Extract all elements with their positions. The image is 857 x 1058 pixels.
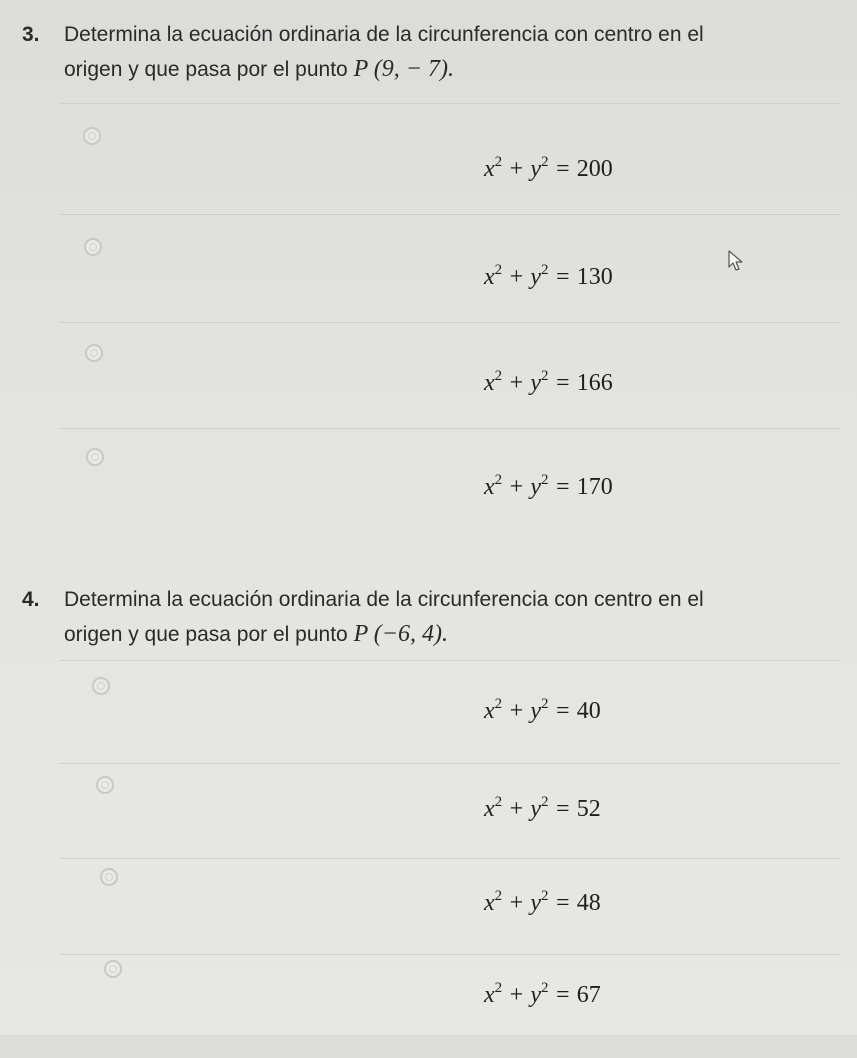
divider	[60, 858, 840, 859]
equation: $x^2 + y^2 = 52$	[484, 794, 601, 822]
radio-button[interactable]	[104, 960, 122, 978]
question-text-line2: origen y que pasa por el punto	[64, 58, 348, 81]
equation: $x^2 + y^2 = 48$	[484, 888, 601, 916]
option-3a[interactable]	[0, 110, 857, 210]
equation: $x^2 + y^2 = 170$	[484, 472, 613, 500]
radio-button[interactable]	[96, 776, 114, 794]
question-text-line2: origen y que pasa por el punto	[64, 623, 348, 646]
mouse-cursor-icon	[727, 250, 747, 272]
divider	[60, 214, 840, 215]
option-3d[interactable]	[0, 436, 857, 536]
option-4d[interactable]	[0, 958, 857, 1058]
option-4b[interactable]	[0, 770, 857, 870]
question-number: 4.	[22, 588, 40, 611]
point-label: P (−6, 4).	[353, 621, 448, 647]
radio-button[interactable]	[85, 344, 103, 362]
option-4c[interactable]	[0, 864, 857, 964]
equation: $x^2 + y^2 = 40$	[484, 696, 601, 724]
divider	[60, 428, 840, 429]
divider	[60, 660, 840, 661]
option-3b[interactable]	[0, 222, 857, 322]
question-text-line1: Determina la ecuación ordinaria de la circunferencia con centro en el	[64, 23, 704, 46]
equation: $x^2 + y^2 = 166$	[484, 368, 613, 396]
divider	[60, 322, 840, 323]
point-label: P (9, − 7).	[353, 56, 454, 82]
question-4-prompt	[22, 583, 822, 652]
divider	[60, 763, 840, 764]
equation: $x^2 + y^2 = 200$	[484, 154, 613, 182]
divider	[60, 954, 840, 955]
question-3-prompt	[22, 18, 822, 87]
question-text-line1: Determina la ecuación ordinaria de la circunferencia con centro en el	[64, 588, 704, 611]
radio-button[interactable]	[83, 127, 101, 145]
equation: $x^2 + y^2 = 67$	[484, 980, 601, 1008]
radio-button[interactable]	[92, 677, 110, 695]
question-number: 3.	[22, 23, 40, 46]
option-3c[interactable]	[0, 330, 857, 430]
option-4a[interactable]	[0, 668, 857, 768]
radio-button[interactable]	[86, 448, 104, 466]
radio-button[interactable]	[84, 238, 102, 256]
equation: $x^2 + y^2 = 130$	[484, 262, 613, 290]
radio-button[interactable]	[100, 868, 118, 886]
divider	[60, 103, 840, 104]
